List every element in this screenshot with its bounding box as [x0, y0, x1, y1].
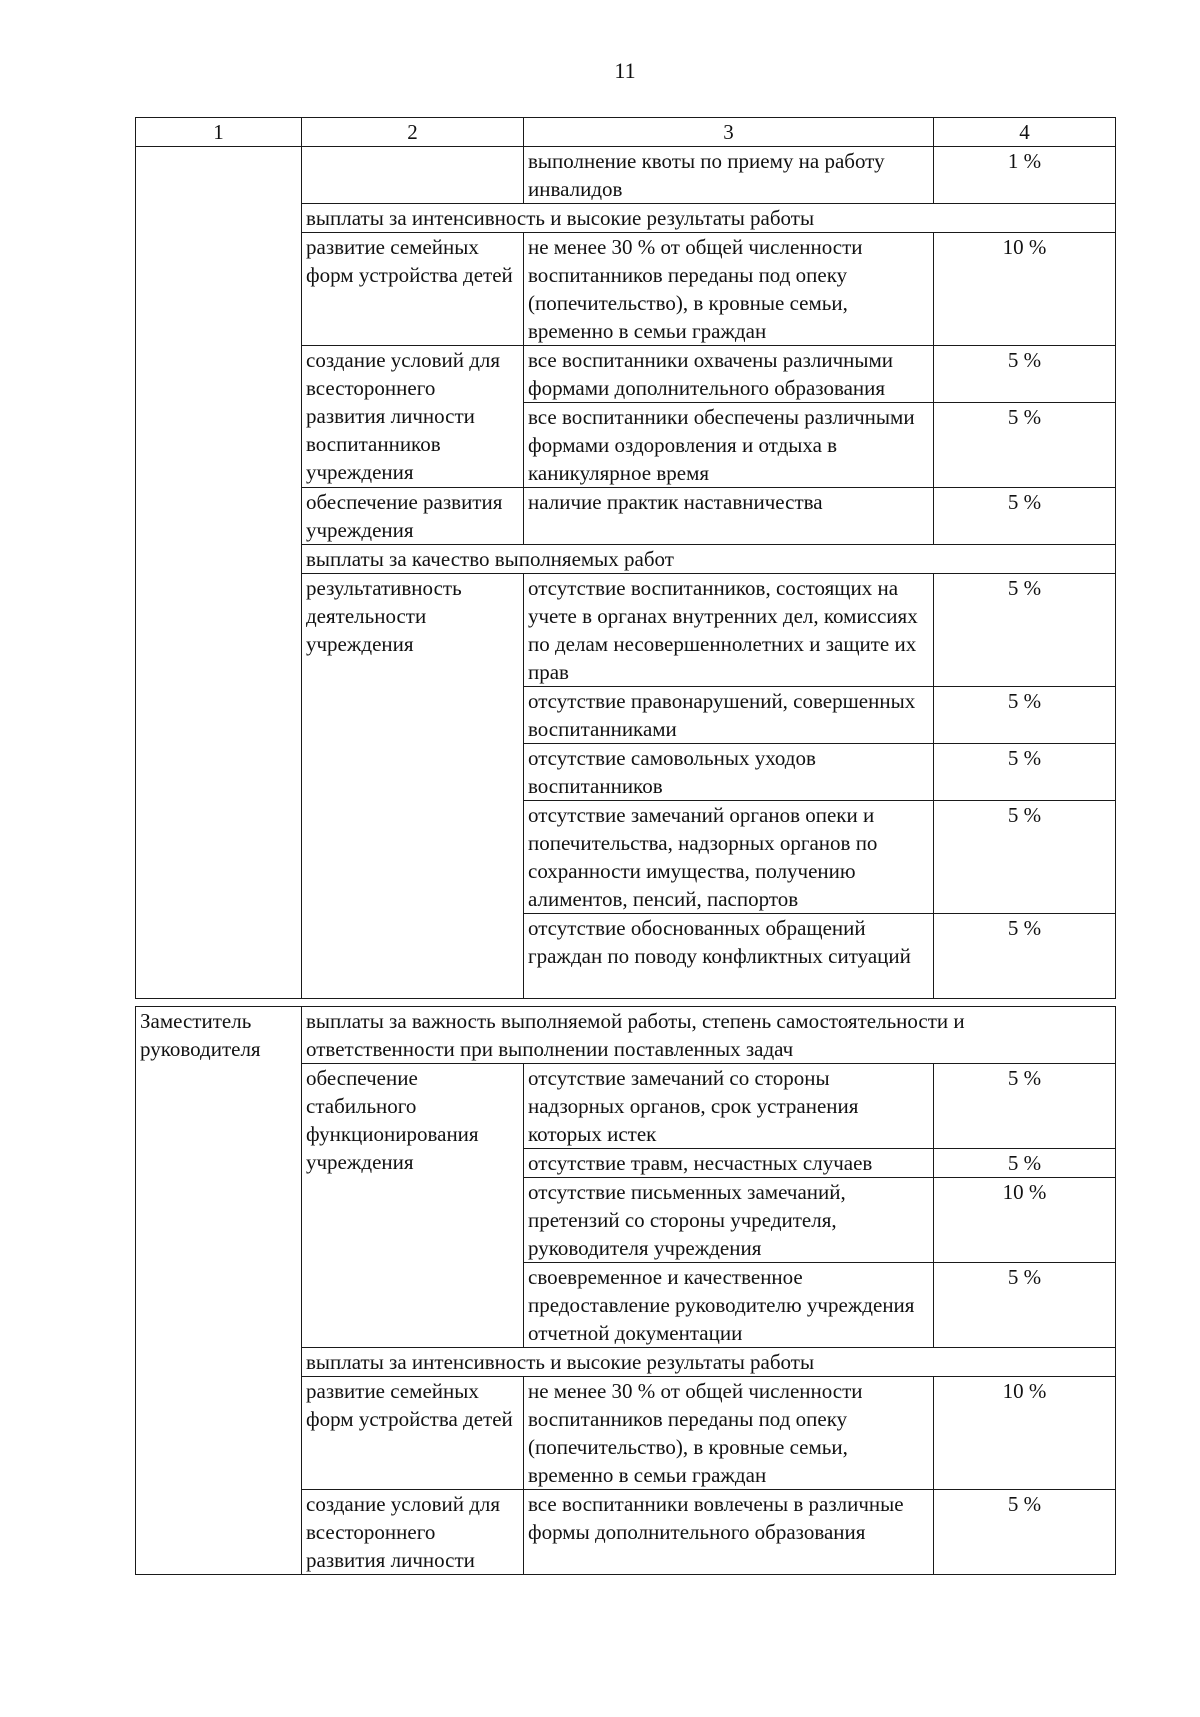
percent-cell: 5 %: [934, 914, 1116, 999]
criterion-cell: отсутствие замечаний со стороны надзорных органов, срок устранения которых истек: [524, 1064, 934, 1149]
percent-cell: 5 %: [934, 744, 1116, 801]
section-header-row: [136, 1007, 1116, 1064]
percent-cell: 5 %: [934, 1064, 1116, 1149]
group-cell: результативность деятельности учреждения: [302, 574, 524, 999]
criterion-cell: отсутствие воспитанников, состоящих на учете в органах внутренних дел, комиссиях по делам несовершеннолетних и защите их прав: [524, 574, 934, 687]
criterion-cell: отсутствие правонарушений, совершенных воспитанниками: [524, 687, 934, 744]
percent-cell: 10 %: [934, 1377, 1116, 1490]
percent-cell: 5 %: [934, 801, 1116, 914]
percent-cell: 5 %: [934, 1490, 1116, 1575]
percent-cell: 10 %: [934, 1178, 1116, 1263]
percent-cell: 5 %: [934, 1263, 1116, 1348]
group-cell: обеспечение стабильного функционирования учреждения: [302, 1064, 524, 1348]
group-cell: создание условий для всестороннего развития личности: [302, 1490, 524, 1575]
criterion-cell: отсутствие письменных замечаний, претензий со стороны учредителя, руководителя учреждения: [524, 1178, 934, 1263]
criterion-cell: отсутствие самовольных уходов воспитанников: [524, 744, 934, 801]
criterion-cell: своевременное и качественное предоставление руководителю учреждения отчетной документации: [524, 1263, 934, 1348]
position-cell-empty: [136, 147, 302, 999]
group-cell: развитие семейных форм устройства детей: [302, 1377, 524, 1490]
criterion-cell: все воспитанники охвачены различными формами дополнительного образования: [524, 346, 934, 403]
payment-type-heading: выплаты за интенсивность и высокие результаты работы: [302, 204, 1116, 233]
header-col-4: 4: [934, 118, 1116, 147]
table-row: [136, 147, 1116, 204]
criteria-table: [135, 117, 1116, 999]
criterion-cell: выполнение квоты по приему на работу инвалидов: [524, 147, 934, 204]
page-number: 11: [614, 58, 636, 83]
criterion-cell: наличие практик наставничества: [524, 488, 934, 545]
percent-cell: 5 %: [934, 346, 1116, 403]
table-header-row: [136, 118, 1116, 147]
percent-cell: 5 %: [934, 488, 1116, 545]
criteria-table-deputy: [135, 1006, 1116, 1575]
header-col-2: 2: [302, 118, 524, 147]
position-cell: Заместитель руководителя: [136, 1007, 302, 1575]
criterion-cell: отсутствие обоснованных обращений граждан по поводу конфликтных ситуаций: [524, 914, 934, 999]
header-col-1: 1: [136, 118, 302, 147]
criterion-cell: все воспитанники вовлечены в различные формы дополнительного образования: [524, 1490, 934, 1575]
criterion-cell: не менее 30 % от общей численности воспитанников переданы под опеку (попечительство), в кровные семьи, временно в семьи граждан: [524, 233, 934, 346]
criterion-cell: отсутствие замечаний органов опеки и попечительства, надзорных органов по сохранности имущества, получению алиментов, пенсий, паспортов: [524, 801, 934, 914]
percent-cell: 5 %: [934, 1149, 1116, 1178]
payment-type-heading: выплаты за интенсивность и высокие результаты работы: [302, 1348, 1116, 1377]
percent-cell: 10 %: [934, 233, 1116, 346]
criterion-cell: отсутствие травм, несчастных случаев: [524, 1149, 934, 1178]
payment-type-heading: выплаты за важность выполняемой работы, степень самостоятельности и ответственности при выполнении поставленных задач: [302, 1007, 1116, 1064]
payment-type-heading: выплаты за качество выполняемых работ: [302, 545, 1116, 574]
group-cell: развитие семейных форм устройства детей: [302, 233, 524, 346]
group-cell-empty: [302, 147, 524, 204]
group-cell: создание условий для всестороннего развития личности воспитанников учреждения: [302, 346, 524, 488]
criterion-cell: не менее 30 % от общей численности воспитанников переданы под опеку (попечительство), в кровные семьи, временно в семьи граждан: [524, 1377, 934, 1490]
percent-cell: 1 %: [934, 147, 1116, 204]
criterion-cell: все воспитанники обеспечены различными формами оздоровления и отдыха в каникулярное время: [524, 403, 934, 488]
percent-cell: 5 %: [934, 403, 1116, 488]
percent-cell: 5 %: [934, 574, 1116, 687]
percent-cell: 5 %: [934, 687, 1116, 744]
group-cell: обеспечение развития учреждения: [302, 488, 524, 545]
header-col-3: 3: [524, 118, 934, 147]
